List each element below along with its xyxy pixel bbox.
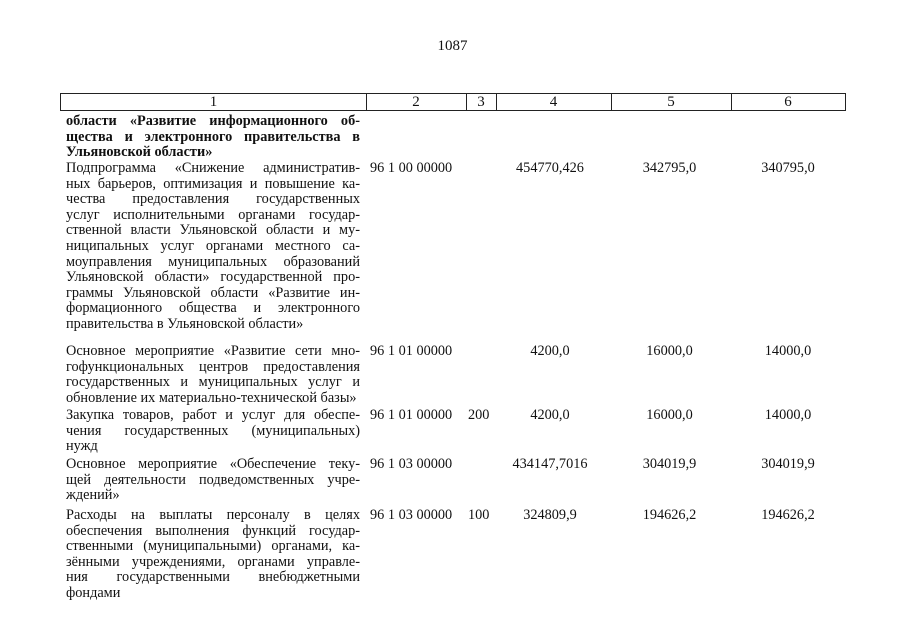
table-header-row xyxy=(60,93,846,111)
value-col-4: 434147,7016 xyxy=(512,456,588,472)
row-name: Основное мероприятие «Обеспечение теку- щей деятельности подведомственных учре- ждений» xyxy=(66,456,360,504)
header-col-5: 5 xyxy=(667,94,675,110)
row-name: Закупка товаров, работ и услуг для обеспе- чения государственных (муниципальных) нужд xyxy=(66,407,360,455)
expense-type-code: 100 xyxy=(468,507,490,523)
value-col-4: 324809,9 xyxy=(523,507,577,523)
value-col-6: 14000,0 xyxy=(764,343,812,359)
row-name: области «Развитие информационного об- щества и электронного правительства в Ульяновской области» xyxy=(66,113,360,161)
header-col-2: 2 xyxy=(412,94,420,110)
value-col-6: 340795,0 xyxy=(761,160,815,176)
value-col-6: 194626,2 xyxy=(761,507,815,523)
header-col-4: 4 xyxy=(549,94,558,110)
header-col-3: 3 xyxy=(477,94,485,110)
row-name: Основное мероприятие «Развитие сети мно- гофункциональных центров предоставления государственных и муниципальных услуг и обновление их материально-технической базы» xyxy=(66,343,360,406)
value-col-4: 4200,0 xyxy=(530,407,570,423)
value-col-5: 16000,0 xyxy=(646,407,693,423)
header-col-6: 6 xyxy=(784,94,792,110)
target-code: 96 1 00 00000 xyxy=(370,160,453,176)
value-col-6: 14000,0 xyxy=(764,407,812,423)
value-col-5: 16000,0 xyxy=(646,343,693,359)
header-col-1: 1 xyxy=(209,94,218,110)
target-code: 96 1 03 00000 xyxy=(370,507,453,523)
value-col-4: 454770,426 xyxy=(516,160,584,176)
row-name: Расходы на выплаты персоналу в целях обеспечения выполнения функций государ- ственными (муниципальными) органами, ка- зёнными учреждениями, органами управле- ния государственными внебюджетными фондами xyxy=(66,507,360,601)
value-col-5: 304019,9 xyxy=(642,456,697,472)
target-code: 96 1 01 00000 xyxy=(370,343,453,359)
target-code: 96 1 01 00000 xyxy=(370,407,453,423)
row-name: Подпрограмма «Снижение административ- ных барьеров, оптимизация и повышение ка- чества предоставления государственных услуг исполнительными органами государ- ственной власти Ульяновской области и му- ниципальных услуг органами местного са- моуправления муниципальных образований Ульяновской области» государственной про- граммы Ульяновской области «Развитие ин- формационного общества и электронного правительства в Ульяновской области» xyxy=(66,160,360,332)
value-col-5: 342795,0 xyxy=(642,160,697,176)
value-col-5: 194626,2 xyxy=(642,507,697,523)
target-code: 96 1 03 00000 xyxy=(370,456,453,472)
expense-type-code: 200 xyxy=(468,407,490,423)
value-col-6: 304019,9 xyxy=(761,456,815,472)
value-col-4: 4200,0 xyxy=(530,343,570,359)
page-number: 1087 xyxy=(437,38,468,54)
